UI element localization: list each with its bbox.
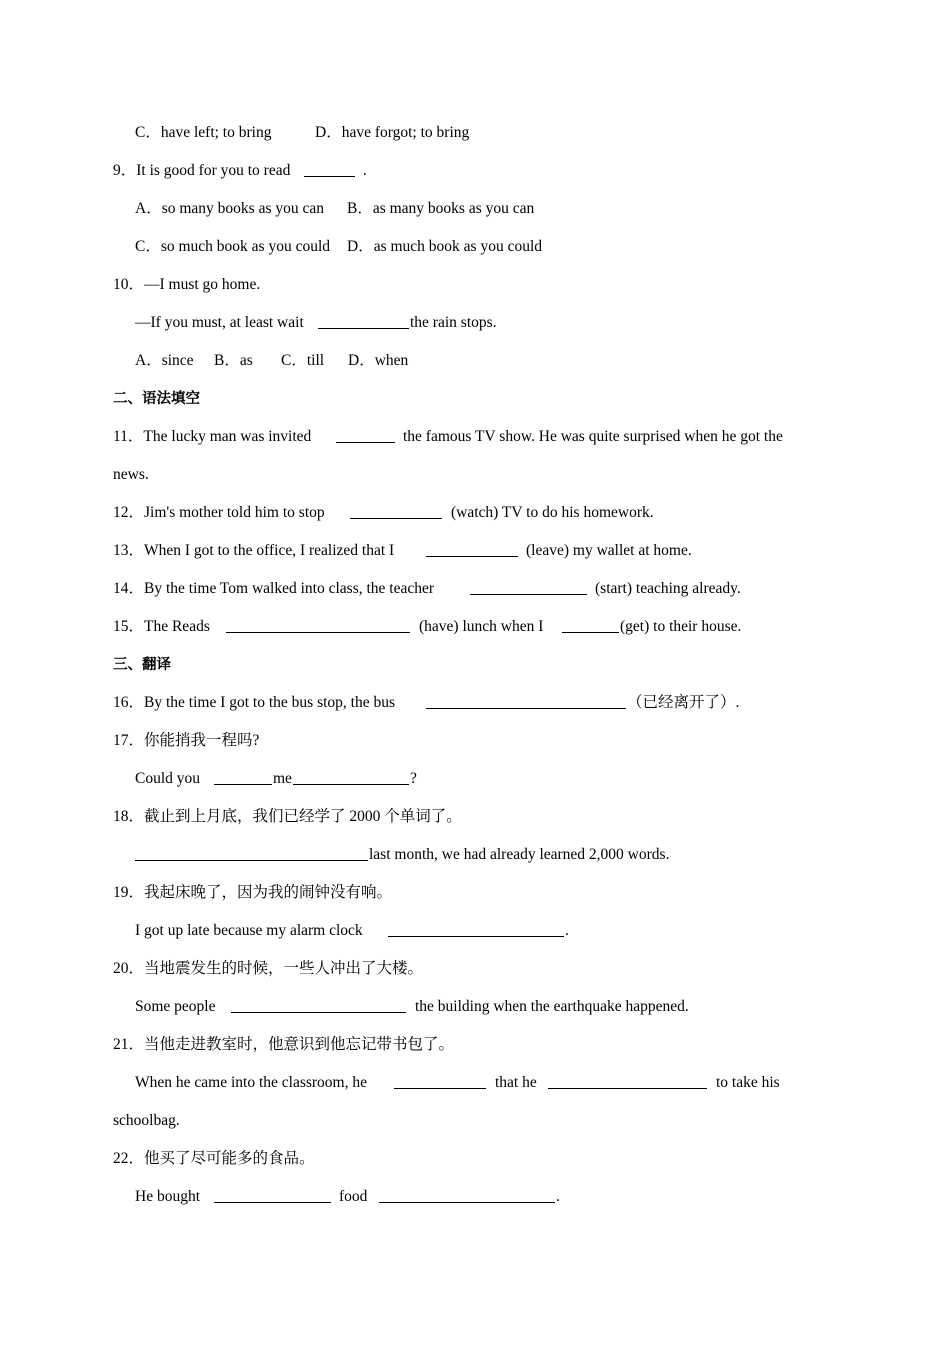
section-heading-translation (113, 653, 171, 677)
q8-option-d: D．have forgot; to bring (315, 124, 470, 141)
q14-text-b: (start) teaching already. (595, 580, 741, 597)
q20-text-a: Some people (135, 998, 216, 1015)
q20-text-b: the building when the earthquake happened. (415, 998, 689, 1015)
q10-line2-end: the rain stops. (410, 314, 497, 331)
q19-stem (113, 881, 393, 905)
q19-answer-blank (388, 919, 564, 945)
q15-answer-blank-2 (562, 615, 619, 641)
q14-line (113, 577, 741, 601)
section-heading-grammar (113, 387, 200, 411)
q22-stem-text: 22．他买了尽可能多的食品。 (113, 1150, 315, 1167)
q20-stem-text: 20．当地震发生的时候，一些人冲出了大楼。 (113, 960, 424, 977)
q18-answer-line (135, 843, 670, 867)
q12-text-b: (watch) TV to do his homework. (451, 504, 654, 521)
q10-option-a: A．since (135, 352, 194, 369)
q14-answer-blank (470, 577, 587, 603)
q10-stem (113, 273, 261, 297)
q17-answer-blank-1 (214, 767, 272, 793)
q12-line (113, 501, 654, 525)
q10-option-b: B．as (214, 352, 253, 369)
q17-answer-blank-2 (293, 767, 409, 793)
q10-option-c: C．till (281, 352, 325, 369)
q21-answer-line (135, 1071, 780, 1095)
q21-stem (113, 1033, 455, 1057)
q22-answer-blank-1 (214, 1185, 331, 1211)
q19-answer-line (135, 919, 569, 943)
q17-stem (113, 729, 260, 753)
q18-stem (113, 805, 462, 829)
q20-answer-blank (231, 995, 406, 1021)
q21-text-b: that he (495, 1074, 537, 1091)
q9-stem-text: 9．It is good for you to read (113, 162, 291, 179)
q22-text-c: . (556, 1188, 560, 1205)
q12-text-a: 12．Jim's mother told him to stop (113, 504, 325, 521)
q13-text-a: 13．When I got to the office, I realized that I (113, 542, 395, 559)
q15-answer-blank-1 (226, 615, 410, 641)
q11-text-c: news. (113, 466, 149, 483)
q9-option-a: A．so many books as you can (135, 200, 324, 217)
q22-text-b: food (339, 1188, 368, 1205)
q11-line2 (113, 463, 149, 487)
q11-text-b: the famous TV show. He was quite surprised when he got the (403, 428, 783, 445)
q19-text-b: . (565, 922, 569, 939)
q22-text-a: He bought (135, 1188, 201, 1205)
q8-option-c: C．have left; to bring (135, 124, 272, 141)
q16-line (113, 691, 740, 715)
q15-text-c: (get) to their house. (620, 618, 742, 635)
q11-answer-blank (336, 425, 395, 451)
q21-stem-text: 21．当他走进教室时，他意识到他忘记带书包了。 (113, 1036, 455, 1053)
q16-answer-blank (426, 691, 626, 717)
q21-text-a: When he came into the classroom, he (135, 1074, 367, 1091)
q18-answer-blank (135, 843, 368, 869)
q19-stem-text: 19．我起床晚了，因为我的闹钟没有响。 (113, 884, 393, 901)
section3-title: 三、翻译 (113, 657, 171, 673)
q11-line1 (113, 425, 783, 449)
q10-line2-text: —If you must, at least wait (135, 314, 304, 331)
q15-text-a: 15．The Reads (113, 618, 210, 635)
q20-stem (113, 957, 424, 981)
q21-answer-blank-2 (548, 1071, 707, 1097)
q9-answer-blank (304, 159, 355, 185)
q9-stem (113, 159, 367, 183)
q16-text-a: 16．By the time I got to the bus stop, the bus (113, 694, 395, 711)
q11-text-a: 11．The lucky man was invited (113, 428, 312, 445)
q22-answer-line (135, 1185, 560, 1209)
q15-line (113, 615, 742, 639)
q21-answer-blank-1 (394, 1071, 486, 1097)
q19-text-a: I got up late because my alarm clock (135, 922, 363, 939)
q16-text-b: （已经离开了）. (627, 694, 740, 711)
q13-answer-blank (426, 539, 518, 565)
q21-line3 (113, 1109, 180, 1133)
q10-option-d: D．when (348, 352, 409, 369)
q15-text-b: (have) lunch when I (419, 618, 544, 635)
q10-line2 (135, 311, 497, 335)
q9-stem-end: . (359, 162, 367, 179)
q9-options-cd (135, 235, 543, 259)
q17-text-c: ? (410, 770, 417, 787)
q9-option-b: B．as many books as you can (347, 200, 535, 217)
q21-text-d: schoolbag. (113, 1112, 180, 1129)
q21-text-c: to take his (716, 1074, 780, 1091)
q13-text-b: (leave) my wallet at home. (526, 542, 692, 559)
q10-answer-blank (318, 311, 409, 337)
q17-text-a: Could you (135, 770, 201, 787)
q18-text-a: last month, we had already learned 2,000 words. (369, 846, 670, 863)
section2-title: 二、语法填空 (113, 391, 200, 407)
q17-stem-text: 17．你能捎我一程吗? (113, 732, 260, 749)
q9-options-ab (135, 197, 535, 221)
q9-option-c: C．so much book as you could (135, 238, 331, 255)
q10-options (135, 349, 409, 373)
q10-stem-text: 10．—I must go home. (113, 276, 261, 293)
q17-answer-line (135, 767, 417, 791)
q14-text-a: 14．By the time Tom walked into class, the teacher (113, 580, 435, 597)
q8-options-cd (135, 121, 470, 145)
q18-stem-text: 18．截止到上月底，我们已经学了 2000 个单词了。 (113, 808, 462, 825)
q13-line (113, 539, 692, 563)
q22-stem (113, 1147, 315, 1171)
q22-answer-blank-2 (379, 1185, 555, 1211)
q9-option-d: D．as much book as you could (347, 238, 543, 255)
q12-answer-blank (350, 501, 442, 527)
q17-text-b: me (273, 770, 292, 787)
q20-answer-line (135, 995, 689, 1019)
